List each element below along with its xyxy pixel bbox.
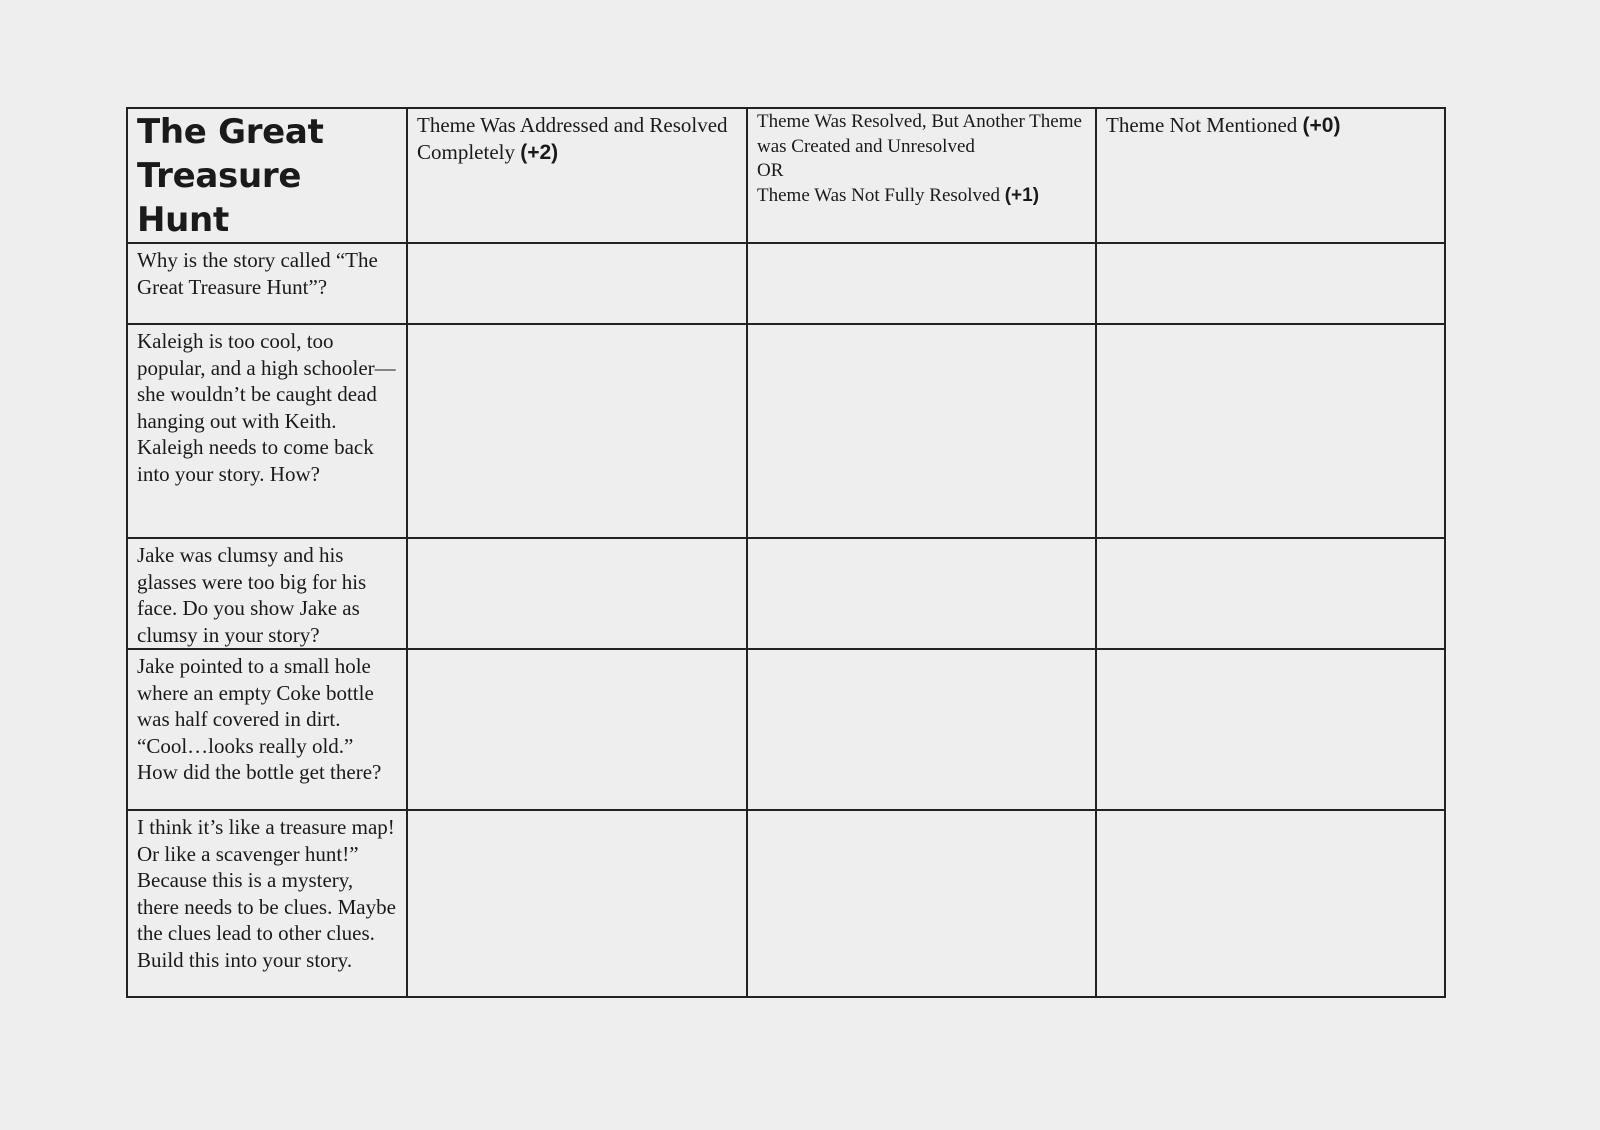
column-points: (+0) bbox=[1302, 114, 1341, 137]
score-cell[interactable] bbox=[1096, 649, 1445, 810]
question-text: Jake pointed to a small hole where an empty Coke bottle was half covered in dirt. “Cool…looks really old.” How did the bottle get there? bbox=[137, 654, 382, 784]
column-points: (+1) bbox=[1004, 184, 1040, 206]
score-cell[interactable] bbox=[747, 649, 1096, 810]
rubric-title: The Great Treasure Hunt bbox=[127, 108, 407, 243]
table-row bbox=[127, 649, 1445, 810]
question-cell bbox=[127, 324, 407, 538]
score-cell[interactable] bbox=[407, 324, 747, 538]
question-text: I think it’s like a treasure map! Or like a scavenger hunt!” Because this is a mystery, there needs to be clues. Maybe the clues lead to other clues. Build this into your story. bbox=[137, 815, 396, 972]
column-header-or: OR bbox=[757, 160, 784, 181]
question-text: Why is the story called “The Great Treasure Hunt”? bbox=[137, 248, 378, 299]
column-points: (+2) bbox=[520, 140, 559, 164]
question-cell bbox=[127, 649, 407, 810]
header-row bbox=[127, 108, 1445, 243]
score-cell[interactable] bbox=[407, 649, 747, 810]
score-cell[interactable] bbox=[1096, 324, 1445, 538]
score-cell[interactable] bbox=[747, 243, 1096, 324]
score-cell[interactable] bbox=[747, 324, 1096, 538]
score-cell[interactable] bbox=[1096, 243, 1445, 324]
score-cell[interactable] bbox=[1096, 810, 1445, 997]
table-row bbox=[127, 243, 1445, 324]
question-text: Kaleigh is too cool, too popular, and a high schooler—she wouldn’t be caught dead hanging out with Keith. bbox=[137, 329, 396, 433]
question-cell bbox=[127, 810, 407, 997]
column-header-not-mentioned bbox=[1096, 108, 1445, 243]
question-text: Jake was clumsy and his glasses were too big for his face. Do you show Jake as clumsy in your story? bbox=[137, 543, 367, 647]
column-header-text: Theme Was Addressed and Resolved Completely bbox=[417, 113, 728, 164]
column-header-resolved-completely bbox=[407, 108, 747, 243]
column-header-text: Theme Was Resolved, But Another Theme was Created and Unresolved bbox=[757, 111, 1082, 157]
score-cell[interactable] bbox=[747, 810, 1096, 997]
column-header-text: Theme Was Not Fully Resolved bbox=[757, 184, 1000, 206]
score-cell[interactable] bbox=[747, 538, 1096, 649]
question-text: Kaleigh needs to come back into your story. How? bbox=[137, 435, 374, 486]
score-cell[interactable] bbox=[407, 810, 747, 997]
question-cell bbox=[127, 538, 407, 649]
score-cell[interactable] bbox=[407, 538, 747, 649]
column-header-partially-resolved bbox=[747, 108, 1096, 243]
score-cell[interactable] bbox=[1096, 538, 1445, 649]
table-row bbox=[127, 538, 1445, 649]
table-row bbox=[127, 810, 1445, 997]
rubric-table bbox=[126, 107, 1446, 998]
score-cell[interactable] bbox=[407, 243, 747, 324]
column-header-text: Theme Not Mentioned bbox=[1106, 113, 1298, 137]
question-cell bbox=[127, 243, 407, 324]
table-row bbox=[127, 324, 1445, 538]
